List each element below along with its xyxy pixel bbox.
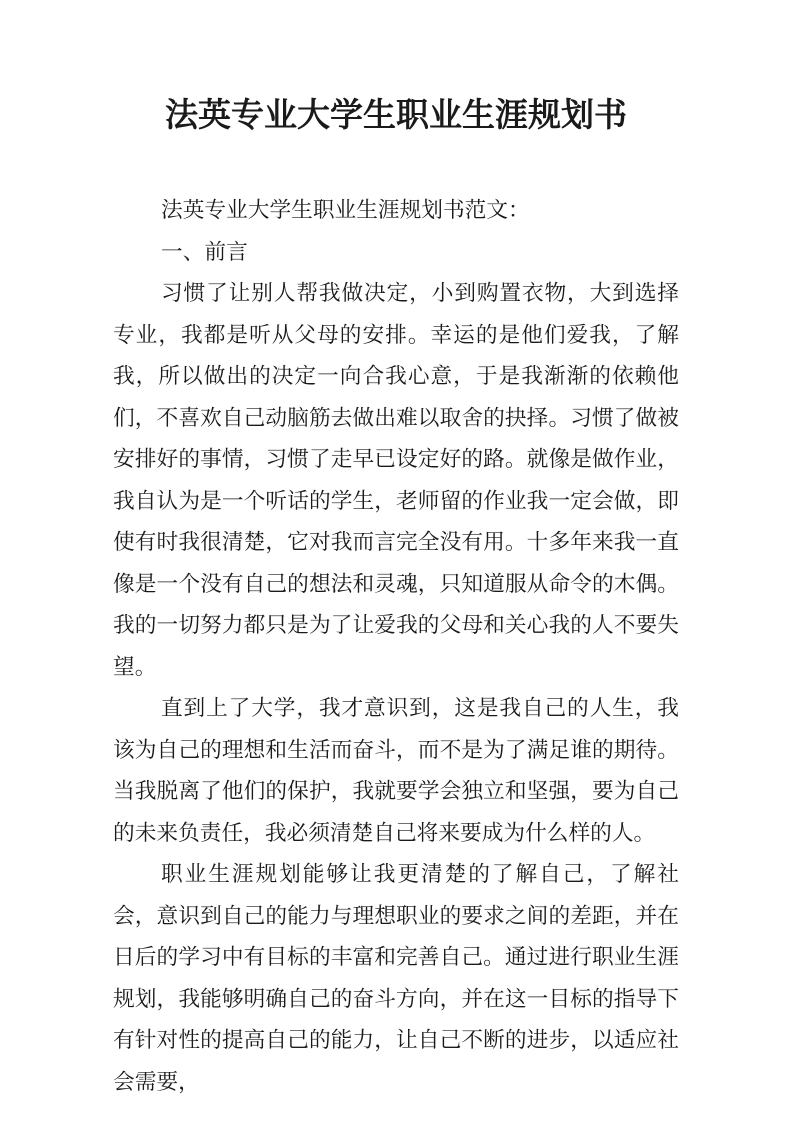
intro-line: 法英专业大学生职业生涯规划书范文： [161, 198, 530, 222]
paragraph: 直到上了大学，我才意识到，这是我自己的人生，我该为自己的理想和生活而奋斗，而不是为了满足谁的期待。当我脱离了他们的保护，我就要学会独立和坚强，要为自己的未来负责任，我必须清楚自己将来要成为什么样的人。 [113, 696, 679, 845]
section-heading-foreword: 一、前言 [161, 239, 248, 264]
document-title: 法英专业大学生职业生涯规划书 [165, 98, 627, 134]
document-body [113, 190, 679, 1103]
paragraph: 职业生涯规划能够让我更清楚的了解自己，了解社会，意识到自己的能力与理想职业的要求之间的差距，并在日后的学习中有目标的丰富和完善自己。通过进行职业生涯规划，我能够明确自己的奋斗方向，并在这一目标的指导下有针对性的提高自己的能力，让自己不断的进步，以适应社会需要， [113, 862, 679, 1094]
paragraph: 习惯了让别人帮我做决定，小到购置衣物，大到选择专业，我都是听从父母的安排。幸运的是他们爱我，了解我，所以做出的决定一向合我心意，于是我渐渐的依赖他们，不喜欢自己动脑筋去做出难以取舍的抉择。习惯了做被安排好的事情，习惯了走早已设定好的路。就像是做作业，我自认为是一个听话的学生，老师留的作业我一定会做，即使有时我很清楚，它对我而言完全没有用。十多年来我一直像是一个没有自己的想法和灵魂，只知道服从命令的木偶。我的一切努力都只是为了让爱我的父母和关心我的人不要失望。 [113, 281, 679, 679]
